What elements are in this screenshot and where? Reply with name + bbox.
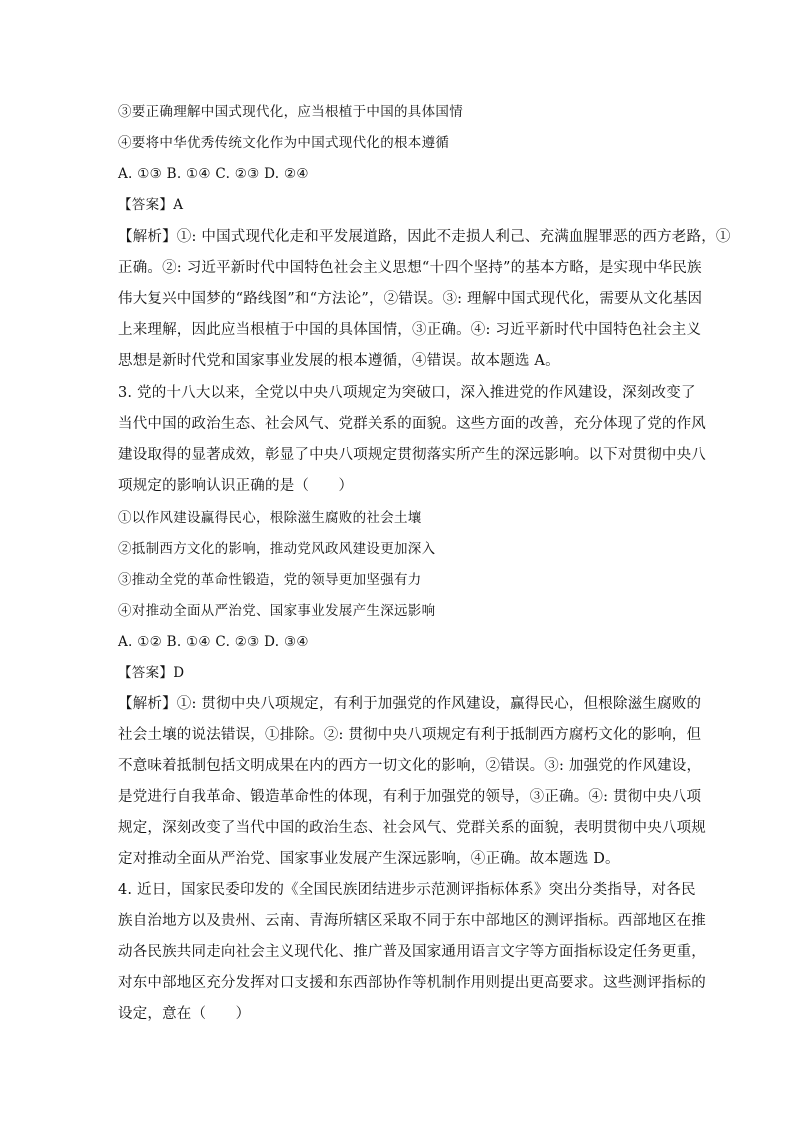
q3-analysis-line: 定对推动全面从严治党、国家事业发展产生深远影响，④正确。故本题选 D。: [118, 851, 620, 867]
q3-analysis-line: 社会土壤的说法错误，①排除。②: 贯彻中央八项规定有利于抵制西方腐朽文化的影响，但: [118, 727, 702, 743]
q2-analysis-line: 上来理解，因此应当根植于中国的具体国情，③正确。④: 习近平新时代中国特色社会主义: [118, 322, 702, 338]
q3-stem-line: 项规定的影响认识正确的是（ ）: [118, 478, 354, 494]
q4-stem-line: 动各民族共同走向社会主义现代化、推广普及国家通用语言文字等方面指标设定任务更重，: [118, 944, 706, 960]
q4-stem-line: 设定，意在（ ）: [118, 1006, 251, 1022]
q2-analysis-line: 思想是新时代党和国家事业发展的根本遵循，④错误。故本题选 A。: [118, 353, 560, 369]
q3-analysis-line: 【解析】①: 贯彻中央八项规定，有利于加强党的作风建设，赢得民心，但根除滋生腐败的: [118, 696, 702, 712]
q4-stem-line: 对东中部地区充分发挥对口支援和东西部协作等机制作用则提出更高要求。这些测评指标的: [118, 975, 706, 991]
q4-stem-line: 4. 近日，国家民委印发的《全国民族团结进步示范测评指标体系》突出分类指导，对各民: [118, 882, 696, 898]
q3-option-2: ②抵制西方文化的影响，推动党风政风建设更加深入: [118, 541, 436, 557]
q3-stem-line: 建设取得的显著成效，彰显了中央八项规定贯彻落实所产生的深远影响。以下对贯彻中央八: [118, 447, 706, 463]
q4-stem-line: 族自治地方以及贵州、云南、青海所辖区采取不同于东中部地区的测评指标。西部地区在推: [118, 913, 706, 929]
q3-analysis-line: 规定，深刻改变了当代中国的政治生态、社会风气、党群关系的面貌，表明贯彻中央八项规: [118, 820, 706, 836]
q3-stem-line: 当代中国的政治生态、社会风气、党群关系的面貌。这些方面的改善，充分体现了党的作风: [118, 416, 706, 432]
q3-option-4: ④对推动全面从严治党、国家事业发展产生深远影响: [118, 603, 436, 619]
q2-option-3: ③要正确理解中国式现代化，应当根植于中国的具体国情: [118, 104, 463, 120]
q2-analysis-line: 【解析】①: 中国式现代化走和平发展道路，因此不走损人利己、充满血腥罪恶的西方老路，①: [118, 229, 731, 245]
q3-choices: A. ①② B. ①④ C. ②③ D. ③④: [118, 634, 309, 650]
q3-option-1: ①以作风建设赢得民心，根除滋生腐败的社会土壤: [118, 510, 422, 526]
q3-option-3: ③推动全党的革命性锻造，党的领导更加坚强有力: [118, 572, 422, 588]
q2-analysis-line: 伟大复兴中国梦的“路线图”和“方法论”，②错误。③: 理解中国式现代化，需要从文化基因: [118, 291, 703, 307]
q2-option-4: ④要将中华优秀传统文化作为中国式现代化的根本遵循: [118, 135, 450, 151]
q3-analysis-line: 不意味着抵制包括文明成果在内的西方一切文化的影响，②错误。③: 加强党的作风建设，: [118, 758, 702, 774]
q3-stem-line: 3. 党的十八大以来，全党以中央八项规定为突破口，深入推进党的作风建设，深刻改变了: [118, 385, 696, 401]
q2-choices: A. ①③ B. ①④ C. ②③ D. ②④: [118, 166, 309, 182]
q2-answer: 【答案】A: [118, 197, 184, 213]
q2-analysis-line: 正确。②: 习近平新时代中国特色社会主义思想“十四个坚持”的基本方略，是实现中华民族: [118, 260, 702, 276]
q3-answer: 【答案】D: [118, 665, 185, 681]
q3-analysis-line: 是党进行自我革命、锻造革命性的体现，有利于加强党的领导，③正确。④: 贯彻中央八项: [118, 789, 702, 805]
